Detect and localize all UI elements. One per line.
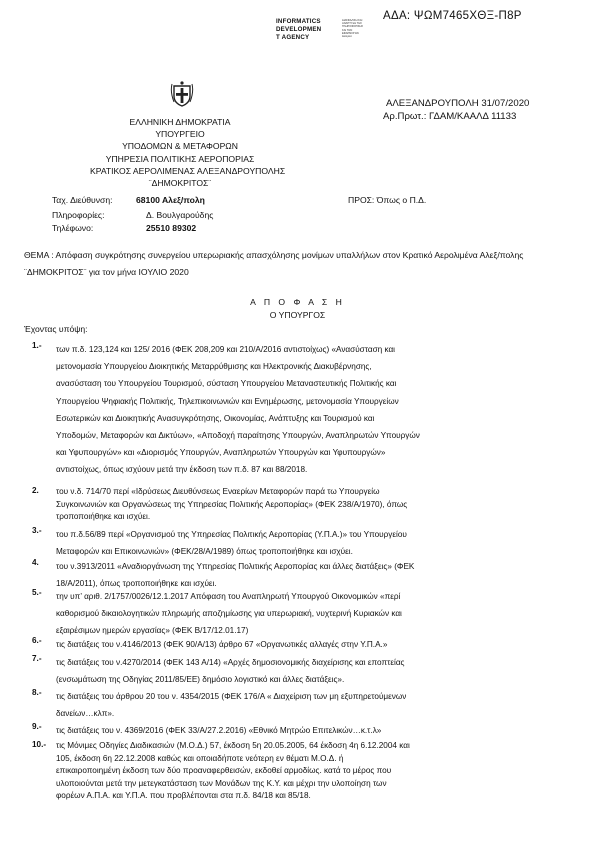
address-row: Ταχ. Διεύθυνση: 68100 Αλεξ/πολη: [52, 195, 205, 205]
issuer-line: ¨ΔΗΜΟΚΡΙΤΟΣ¨: [148, 178, 212, 189]
having-regard: Έχοντας υπόψη:: [24, 324, 88, 334]
issuer-line: ΕΛΛΗΝΙΚΗ ΔΗΜΟΚΡΑΤΙΑ: [129, 117, 231, 127]
issuer-line: ΚΡΑΤΙΚΟΣ ΑΕΡΟΛΙΜΕΝΑΣ ΑΛΕΞΑΝΔΡΟΥΠΟΛΗΣ: [90, 165, 286, 176]
subject: ΘΕΜΑ : Απόφαση συγκρότησης συνεργείου υπερωριακής απασχόλησης μονίμων υπαλλήλων στον Κρατικό Αερολιμένα Αλεξ/πολης ¨ΔΗΜΟΚΡΙΤΟΣ¨ για τον μήνα ΙΟΥΛΙΟ 2020: [24, 250, 524, 277]
di-logo-small-text: ΔΙΑΣΦΑΛΙΣΗ ΚΑΙ ΑΝΑΠΤΥΞΗ ΤΗΣ ΠΛΗΡΟΦΟΡΙΚΗΣ ΚΑΙ ΤΩΝ ΕΦΑΡΜΟΓΩΝ Διαύγεια: [342, 19, 363, 39]
ada-code: ΑΔΑ: ΨΩΜ7465ΧΘΞ-Π8Ρ: [383, 10, 522, 22]
diavgeia-logo: [276, 18, 394, 52]
issuer-block: [90, 116, 286, 189]
recipient: ΠΡΟΣ: Όπως ο Π.Δ.: [348, 195, 427, 205]
di-logo-words: INFORMATICS DEVELOPMEN T AGENCY: [276, 18, 322, 41]
phone-row: Τηλέφωνο: 25510 89302: [52, 223, 197, 233]
greek-coat-of-arms-icon: [170, 80, 194, 108]
protocol-number: Αρ.Πρωτ.: ΓΔΑΜ/ΚΑΑΛΔ 11133: [383, 111, 517, 122]
decision-subtitle: Ο ΥΠΟΥΡΓΟΣ: [269, 310, 326, 320]
issuer-line: ΥΠΟΔΟΜΩΝ & ΜΕΤΑΦΟΡΩΝ: [122, 141, 238, 152]
issuer-line: ΥΠΗΡΕΣΙΑ ΠΟΛΙΤΙΚΗΣ ΑΕΡΟΠΟΡΙΑΣ: [105, 153, 255, 164]
decision-title: Α Π Ο Φ Α Σ Η: [250, 297, 345, 307]
info-row: Πληροφορίες: Δ. Βουλγαρούδης: [52, 210, 214, 220]
place-date: ΑΛΕΞΑΝΔΡΟΥΠΟΛΗ 31/07/2020: [386, 98, 530, 109]
issuer-line: ΥΠΟΥΡΓΕΙΟ: [155, 129, 205, 140]
